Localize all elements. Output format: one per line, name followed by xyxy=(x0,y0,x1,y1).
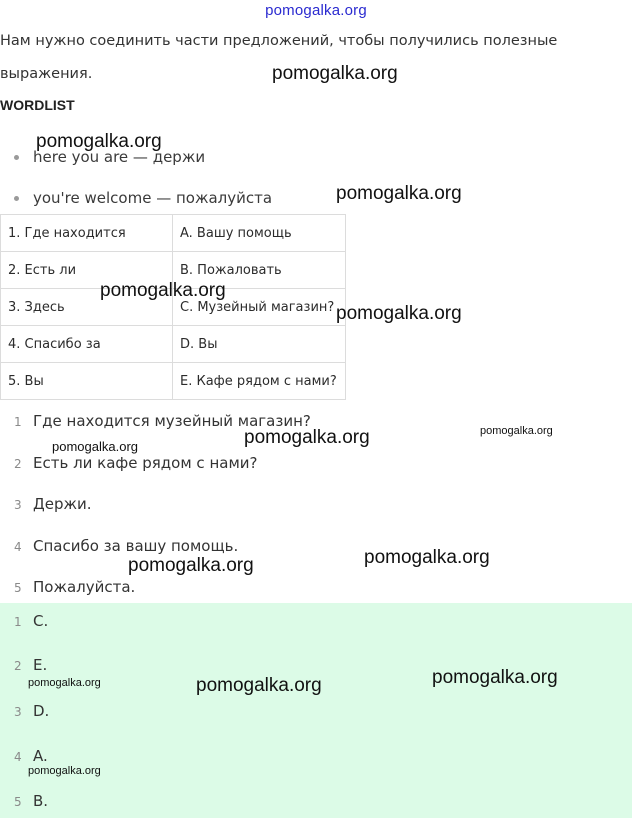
answer-text: E. xyxy=(33,656,48,674)
item-number: 5 xyxy=(14,795,22,809)
watermark: pomogalka.org xyxy=(28,677,101,689)
sentence-item xyxy=(14,454,257,472)
sentence-item xyxy=(14,578,135,596)
watermark: pomogalka.org xyxy=(364,547,490,568)
answers-panel xyxy=(0,603,632,818)
table-row xyxy=(1,363,346,400)
table-cell-left: 3. Здесь xyxy=(1,289,173,326)
wordlist-item-text: here you are — держи xyxy=(33,148,206,166)
watermark: pomogalka.org xyxy=(336,303,462,324)
wordlist-item xyxy=(14,189,272,207)
table-cell-right: A. Вашу помощь xyxy=(173,215,346,252)
answer-item xyxy=(14,612,48,630)
item-number: 3 xyxy=(14,498,22,512)
answer-item xyxy=(14,702,49,720)
item-number: 1 xyxy=(14,415,22,429)
answer-item xyxy=(14,747,48,765)
table-row xyxy=(1,326,346,363)
watermark: pomogalka.org xyxy=(28,765,101,777)
table-cell-right: B. Пожаловать xyxy=(173,252,346,289)
site-header-link[interactable]: pomogalka.org xyxy=(265,2,367,19)
sentence-text: Держи. xyxy=(33,495,92,513)
wordlist-item-text: you're welcome — пожалуйста xyxy=(33,189,273,207)
sentence-item xyxy=(14,537,238,555)
watermark: pomogalka.org xyxy=(336,183,462,204)
watermark: pomogalka.org xyxy=(196,675,322,696)
sentence-text: Пожалуйста. xyxy=(33,578,136,596)
answer-text: D. xyxy=(33,702,50,720)
bullet-icon xyxy=(14,196,19,201)
sentence-text: Спасибо за вашу помощь. xyxy=(33,537,239,555)
table-cell-right: D. Вы xyxy=(173,326,346,363)
watermark: pomogalka.org xyxy=(432,667,558,688)
answer-text: C. xyxy=(33,612,49,630)
item-number: 2 xyxy=(14,659,22,673)
item-number: 5 xyxy=(14,581,22,595)
answer-item xyxy=(14,792,48,810)
sentence-item xyxy=(14,495,92,513)
answer-item xyxy=(14,656,47,674)
item-number: 3 xyxy=(14,705,22,719)
watermark: pomogalka.org xyxy=(244,427,370,448)
item-number: 4 xyxy=(14,540,22,554)
watermark: pomogalka.org xyxy=(52,439,138,454)
table-cell-right: E. Кафе рядом с нами? xyxy=(173,363,346,400)
wordlist-heading: WORDLIST xyxy=(0,97,75,113)
intro-text-line-1: Нам нужно соединить части предложений, чтобы получились полезные xyxy=(0,33,558,49)
table-cell-left: 4. Спасибо за xyxy=(1,326,173,363)
table-cell-left: 1. Где находится xyxy=(1,215,173,252)
watermark: pomogalka.org xyxy=(128,555,254,576)
watermark: pomogalka.org xyxy=(272,63,398,84)
answer-text: B. xyxy=(33,792,49,810)
sentence-text: Есть ли кафе рядом с нами? xyxy=(33,454,258,472)
intro-text-line-2: выражения. xyxy=(0,66,93,82)
item-number: 2 xyxy=(14,457,22,471)
matching-table xyxy=(0,214,346,400)
table-cell-right: C. Музейный магазин? xyxy=(173,289,346,326)
answer-text: A. xyxy=(33,747,48,765)
sentence-text: Где находится музейный магазин? xyxy=(33,412,311,430)
bullet-icon xyxy=(14,155,19,160)
table-row xyxy=(1,215,346,252)
table-cell-left: 5. Вы xyxy=(1,363,173,400)
watermark: pomogalka.org xyxy=(36,131,162,152)
table-cell-left: 2. Есть ли xyxy=(1,252,173,289)
item-number: 1 xyxy=(14,615,22,629)
watermark: pomogalka.org xyxy=(100,280,226,301)
watermark: pomogalka.org xyxy=(480,425,553,437)
item-number: 4 xyxy=(14,750,22,764)
